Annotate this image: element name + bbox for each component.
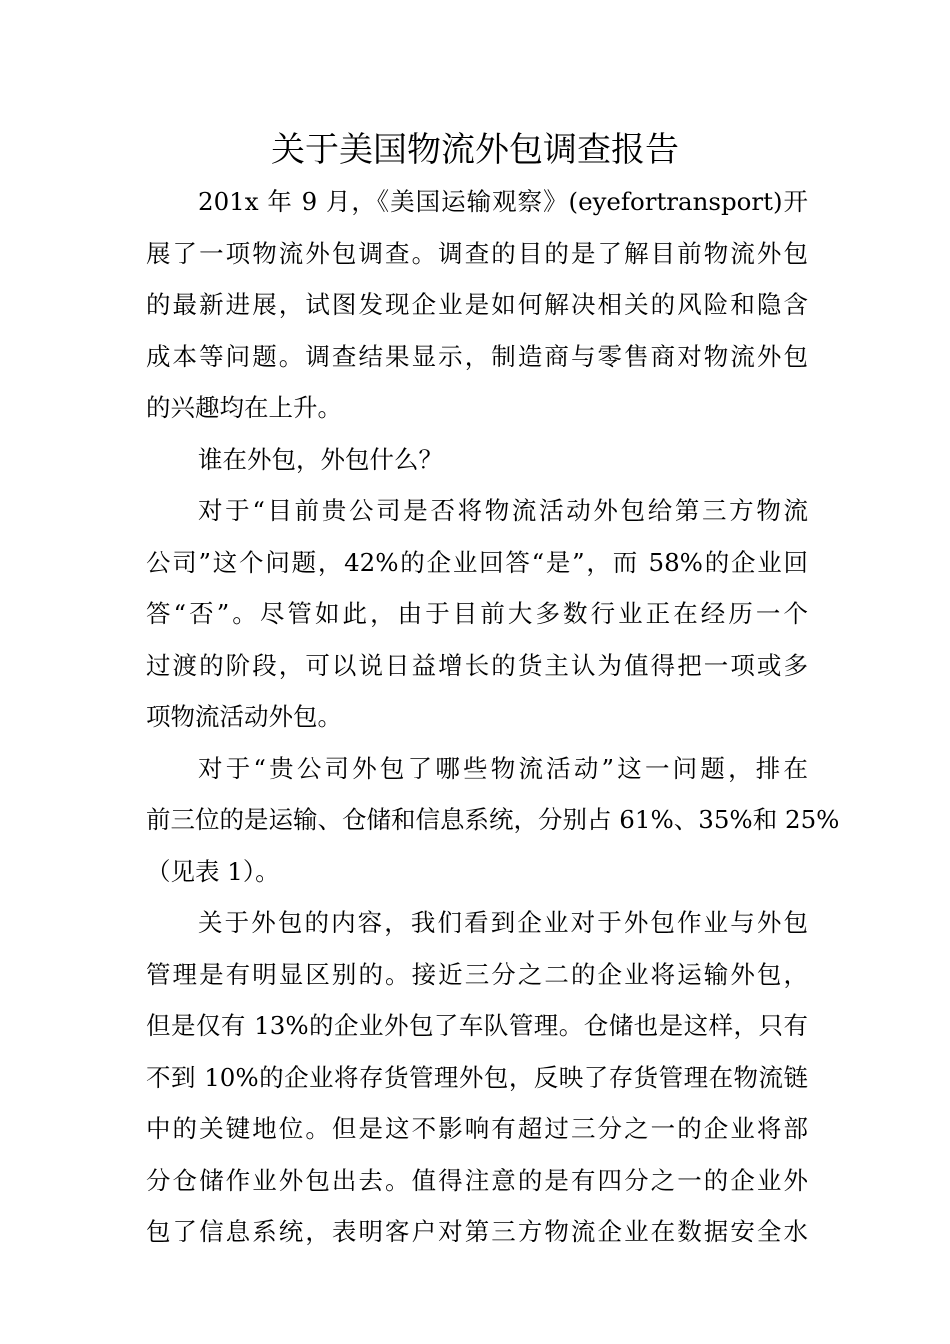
- text-line: （见表 1）。: [146, 856, 280, 886]
- text-line: 的兴趣均在上升。: [146, 393, 342, 422]
- text-line: 管理是有明显区别的。接近三分之二的企业将运输外包，: [146, 959, 808, 989]
- text-line: 不到 10%的企业将存货管理外包，反映了存货管理在物流链: [146, 1062, 808, 1092]
- text-line: 中的关键地位。但是这不影响有超过三分之一的企业将部: [146, 1114, 808, 1143]
- text-line: 关于外包的内容，我们看到企业对于外包作业与外包: [198, 908, 808, 937]
- text-line: 但是仅有 13%的企业外包了车队管理。仓储也是这样，只有: [146, 1011, 808, 1040]
- text-line: 成本等问题。调查结果显示，制造商与零售商对物流外包: [146, 341, 808, 371]
- text-line: 包了信息系统，表明客户对第三方物流企业在数据安全水: [146, 1217, 808, 1246]
- text-line: 201x 年 9 月，《美国运输观察》(eyefortransport)开: [198, 187, 808, 216]
- text-line: 公司”这个问题，42%的企业回答“是”，而 58%的企业回: [146, 547, 808, 577]
- text-line: 过渡的阶段，可以说日益增长的货主认为值得把一项或多: [146, 650, 808, 680]
- text-line: 分仓储作业外包出去。值得注意的是有四分之一的企业外: [146, 1165, 808, 1195]
- text-line: 对于“贵公司外包了哪些物流活动”这一问题，排在: [198, 753, 808, 783]
- text-line: 对于“目前贵公司是否将物流活动外包给第三方物流: [198, 496, 808, 525]
- document-title: 关于美国物流外包调查报告: [271, 130, 679, 170]
- text-line: 前三位的是运输、仓储和信息系统，分别占 61%、35%和 25%: [146, 805, 840, 834]
- text-line: 展了一项物流外包调查。调查的目的是了解目前物流外包: [146, 238, 808, 268]
- text-line: 的最新进展，试图发现企业是如何解决相关的风险和隐含: [146, 290, 808, 319]
- section-heading: 谁在外包，外包什么？: [198, 444, 443, 474]
- document-body: [146, 176, 840, 1258]
- text-line: 项物流活动外包。: [146, 702, 342, 731]
- text-line: 答“否”。尽管如此，由于目前大多数行业正在经历一个: [146, 599, 808, 628]
